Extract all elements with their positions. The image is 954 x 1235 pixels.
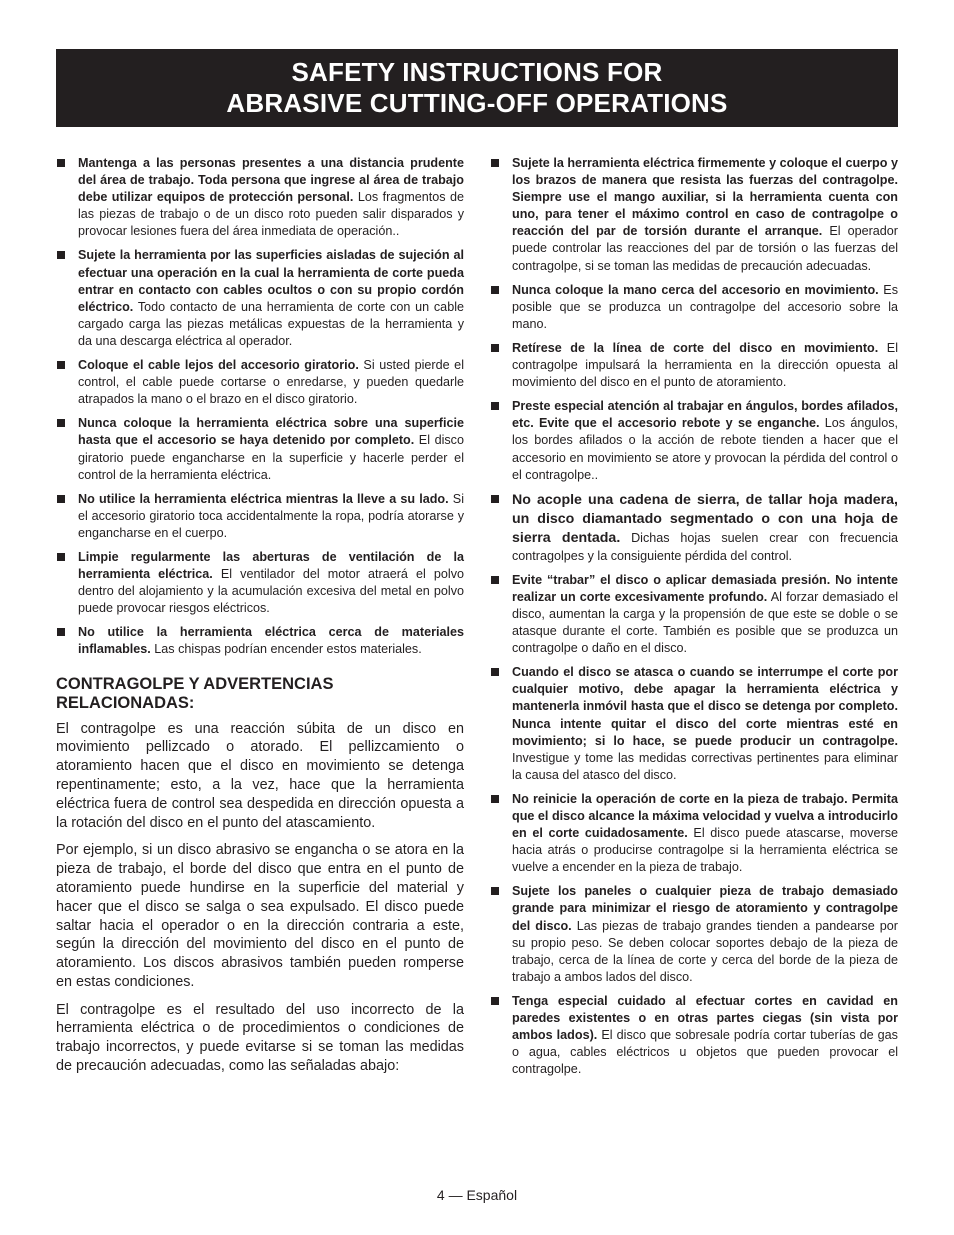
bullet-square-icon [491, 668, 499, 676]
list-item: Sujete los paneles o cualquier pieza de trabajo demasiado grande para minimizar el riesgo de atoramiento y contragolpe del disco. Las piezas de trabajo grandes tienden a pandearse por su propio peso. Se deben colocar soportes debajo de la pieza de trabajo, cerca de la línea de corte y cerca del borde de la pieza de trabajo a ambos lados del disco. [490, 883, 898, 986]
left-column [56, 155, 464, 1085]
bullet-square-icon [57, 419, 65, 427]
bullet-square-icon [491, 887, 499, 895]
bullet-square-icon [57, 495, 65, 503]
list-item: Sujete la herramienta eléctrica firmemente y coloque el cuerpo y los brazos de manera que resista las fuerzas del contragolpe. Siempre use el mango auxiliar, si la herramienta cuenta con uno, para tener el máximo control en caso de contragolpe o reacción del par de torsión durante el arranque. El operador puede controlar las reacciones del par de torsión o las fuerzas del contragolpe, si se toman las medidas de precaución adecuadas. [490, 155, 898, 275]
bullet-square-icon [57, 251, 65, 259]
bullet-square-icon [57, 159, 65, 167]
bullet-square-icon [491, 286, 499, 294]
right-bullet-list [490, 155, 898, 1078]
title-banner [56, 49, 898, 127]
list-item: Mantenga a las personas presentes a una distancia prudente del área de trabajo. Toda persona que ingrese al área de trabajo debe utilizar equipos de protección personal. Los fragmentos de las piezas de trabajo o de un disco roto pueden salir disparados y provocar lesiones fuera del área inmediata de operación.. [56, 155, 464, 240]
bullet-square-icon [57, 628, 65, 636]
bullet-square-icon [491, 159, 499, 167]
paragraph: El contragolpe es el resultado del uso incorrecto de la herramienta eléctrica o de procedimientos o condiciones de trabajo incorrectos, y puede evitarse si se toman las medidas de precaución adecuadas, como las señaladas abajo: [56, 1001, 464, 1075]
bullet-square-icon [491, 344, 499, 352]
bullet-square-icon [491, 795, 499, 803]
bullet-square-icon [57, 361, 65, 369]
list-item: Evite “trabar” el disco o aplicar demasiada presión. No intente realizar un corte excesivamente profundo. Al forzar demasiado el disco, aumentan la carga y la propensión de que este se doble o se atasque durante el corte. También es posible que se produzca un contragolpe o daño en el disco. [490, 572, 898, 657]
title-line-2: ABRASIVE CUTTING-OFF OPERATIONS [226, 88, 728, 118]
list-item: No acople una cadena de sierra, de tallar hoja madera, un disco diamantado segmentado o con una hoja de sierra dentada. Dichas hojas suelen crear con frecuencia contragolpes y la consiguiente pérdida del control. [490, 491, 898, 565]
bullet-square-icon [491, 997, 499, 1005]
list-item: Sujete la herramienta por las superficies aisladas de sujeción al efectuar una operación en la cual la herramienta de corte pueda entrar en contacto con cables ocultos o con su propio cordón eléctrico. Todo contacto de una herramienta de corte con un cable cargado carga las piezas metálicas expuestas de la herramienta y da una descarga eléctrica al operador. [56, 247, 464, 350]
list-item: No reinicie la operación de corte en la pieza de trabajo. Permita que el disco alcance la máxima velocidad y vuelva a introducirlo en el corte cuidadosamente. El disco puede atascarse, moverse hacia atrás o producirse contragolpe si la herramienta eléctrica se vuelve a encender en la pieza de trabajo. [490, 791, 898, 876]
list-item: Cuando el disco se atasca o cuando se interrumpe el corte por cualquier motivo, debe apagar la herramienta eléctrica y mantenerla inmóvil hasta que el disco se detenga por completo. Nunca intente quitar el disco del corte mientras esté en movimiento; si lo hace, se puede producir un contragolpe. Investigue y tome las medidas correctivas pertinentes para eliminar la causa del atasco del disco. [490, 664, 898, 784]
list-item: Preste especial atención al trabajar en ángulos, bordes afilados, etc. Evite que el accesorio rebote y se enganche. Los ángulos, los bordes afilados o la acción de rebote tienden a hacer que el accesorio en movimiento se atore y provocan la pérdida del control o el contragolpe.. [490, 398, 898, 483]
right-column [490, 155, 898, 1085]
paragraph: Por ejemplo, si un disco abrasivo se engancha o se atora en la pieza de trabajo, el borde del disco que entra en el punto de atoramiento puede hundirse en la superficie del material y hacer que el disco se salga o sea expulsado. El disco puede saltar hacia el operador o en la dirección contraria a este, según la dirección del movimiento del disco en el punto de atoramiento. Los discos abrasivos también pueden romperse en estas condiciones. [56, 842, 464, 990]
left-bullet-list [56, 155, 464, 659]
bullet-square-icon [57, 553, 65, 561]
bullet-square-icon [491, 576, 499, 584]
bullet-square-icon [491, 495, 499, 503]
list-item: Retírese de la línea de corte del disco en movimiento. El contragolpe impulsará la herramienta en la dirección opuesta al movimiento del disco en el punto de atoramiento. [490, 340, 898, 391]
page-footer: 4 — Español [436, 1187, 518, 1203]
paragraph: El contragolpe es una reacción súbita de un disco en movimiento pellizcado o atorado. El pellizcamiento o atoramiento hacen que el disco en movimiento se detenga repentinamente; esto, a la vez, hace que la herramienta eléctrica fuera de control sea despedida en dirección opuesta a la rotación del disco en el punto del atascamiento. [56, 720, 464, 831]
list-item: Nunca coloque la mano cerca del accesorio en movimiento. Es posible que se produzca un contragolpe del accesorio sobre la mano. [490, 282, 898, 333]
list-item: Tenga especial cuidado al efectuar cortes en cavidad en paredes existentes o en otras partes ciegas (sin vista por ambos lados). El disco que sobresale podría cortar tuberías de gas o agua, cables eléctricos u objetos que pueden provocar el contragolpe. [490, 993, 898, 1078]
list-item: No utilice la herramienta eléctrica mientras la lleve a su lado. Si el accesorio giratorio toca accidentalmente la ropa, podría atorarse y engancharse en el cuerpo. [56, 491, 464, 542]
list-item: Limpie regularmente las aberturas de ventilación de la herramienta eléctrica. El ventilador del motor atraerá el polvo dentro del alojamiento y la acumulación excesiva del metal en polvo puede provocar riesgos eléctricos. [56, 549, 464, 617]
list-item: Coloque el cable lejos del accesorio giratorio. Si usted pierde el control, el cable puede cortarse o enredarse, y pueden quedarle atrapados la mano o el brazo en el disco giratorio. [56, 357, 464, 408]
bullet-square-icon [491, 402, 499, 410]
list-item: Nunca coloque la herramienta eléctrica sobre una superficie hasta que el accesorio se haya detenido por completo. El disco giratorio puede engancharse en la superficie y hacerle perder el control de la herramienta eléctrica. [56, 415, 464, 483]
title-line-1: SAFETY INSTRUCTIONS FOR [291, 57, 663, 87]
section-heading: CONTRAGOLPE Y ADVERTENCIAS RELACIONADAS: [56, 674, 334, 712]
list-item: No utilice la herramienta eléctrica cerca de materiales inflamables. Las chispas podrían encender estos materiales. [56, 624, 464, 658]
